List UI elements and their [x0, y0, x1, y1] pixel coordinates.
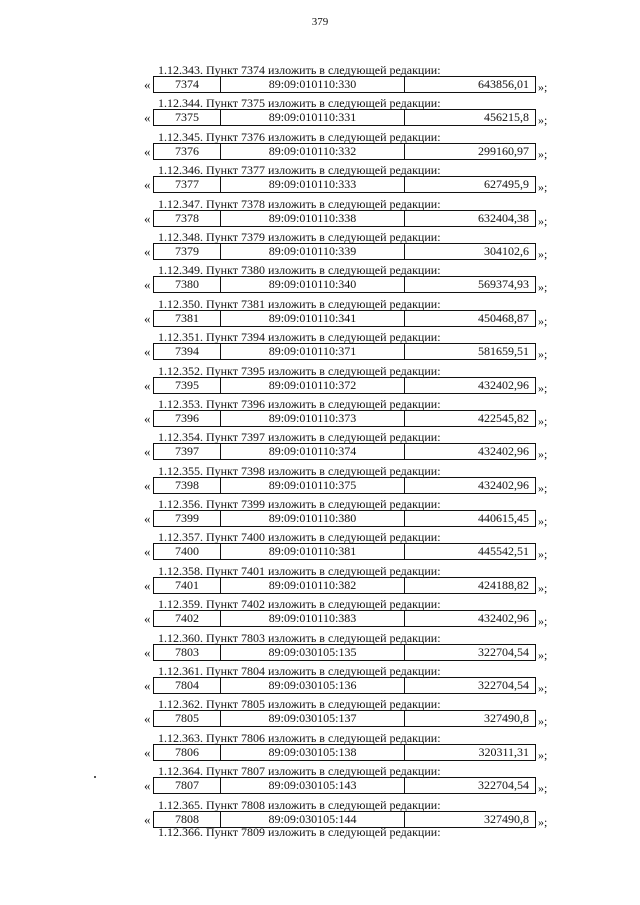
amendment-item	[0, 95, 640, 128]
amendment-heading: 1.12.359. Пункт 7402 изложить в следующей редакции:	[158, 597, 441, 612]
cadastral-number-cell: 89:09:030105:135	[221, 645, 405, 660]
closing-quote: »;	[538, 747, 548, 762]
opening-quote: «	[144, 678, 151, 694]
item-number-cell: 7378	[154, 211, 221, 226]
cadastral-number-cell: 89:09:010110:340	[221, 277, 405, 292]
amendment-table	[153, 777, 536, 794]
item-number-cell: 7376	[154, 144, 221, 159]
opening-quote: «	[144, 277, 151, 293]
value-cell: 424188,82	[478, 577, 529, 592]
amendment-table	[153, 510, 536, 527]
opening-quote: «	[144, 477, 151, 493]
amendment-row	[0, 710, 640, 728]
amendment-item	[0, 529, 640, 562]
value-cell: 569374,93	[478, 277, 529, 292]
amendment-row	[0, 677, 640, 695]
opening-quote: «	[144, 377, 151, 393]
closing-quote: »;	[538, 681, 548, 696]
value-cell: 432402,96	[478, 377, 529, 392]
amendment-table	[153, 176, 536, 193]
value-cell: 450468,87	[478, 310, 529, 325]
amendment-row	[0, 410, 640, 428]
amendment-table	[153, 76, 536, 93]
closing-quote: »;	[538, 547, 548, 562]
amendment-heading: 1.12.357. Пункт 7400 изложить в следующей редакции:	[158, 530, 441, 545]
value-cell: 581659,51	[478, 344, 529, 359]
amendment-heading: 1.12.352. Пункт 7395 изложить в следующей редакции:	[158, 363, 441, 378]
amendment-table	[153, 243, 536, 260]
cadastral-number-cell: 89:09:010110:331	[221, 110, 405, 125]
amendment-heading: 1.12.356. Пункт 7399 изложить в следующей редакции:	[158, 497, 441, 512]
value-cell: 643856,01	[478, 77, 529, 91]
amendment-table	[153, 644, 536, 661]
opening-quote: «	[144, 577, 151, 593]
amendment-heading: 1.12.348. Пункт 7379 изложить в следующей редакции:	[158, 229, 441, 244]
amendment-item	[0, 763, 640, 796]
item-number-cell: 7400	[154, 544, 221, 559]
closing-quote: »;	[538, 480, 548, 495]
opening-quote: «	[144, 243, 151, 259]
cadastral-number-cell: 89:09:010110:341	[221, 311, 405, 326]
amendment-item	[0, 329, 640, 362]
amendment-heading: 1.12.351. Пункт 7394 изложить в следующей редакции:	[158, 330, 441, 345]
item-number-cell: 7394	[154, 344, 221, 359]
amendment-table	[153, 343, 536, 360]
opening-quote: «	[144, 210, 151, 226]
amendment-item	[0, 363, 640, 396]
item-number-cell: 7803	[154, 645, 221, 660]
amendment-table	[153, 744, 536, 761]
amendment-heading: 1.12.362. Пункт 7805 изложить в следующей редакции:	[158, 697, 441, 712]
opening-quote: «	[144, 310, 151, 326]
amendment-item	[0, 396, 640, 429]
item-number-cell: 7374	[154, 77, 221, 92]
amendment-item	[0, 196, 640, 229]
amendment-item	[0, 730, 640, 763]
cadastral-number-cell: 89:09:030105:136	[221, 678, 405, 693]
closing-quote: »;	[538, 814, 548, 829]
cadastral-number-cell: 89:09:010110:332	[221, 144, 405, 159]
amendment-heading: 1.12.343. Пункт 7374 изложить в следующей редакции:	[158, 63, 441, 77]
value-cell: 432402,96	[478, 477, 529, 492]
value-cell: 320311,31	[478, 744, 529, 759]
amendment-table	[153, 210, 536, 227]
amendment-row	[0, 744, 640, 762]
value-cell: 432402,96	[478, 444, 529, 459]
opening-quote: «	[144, 544, 151, 560]
amendment-item	[0, 429, 640, 462]
closing-quote: »;	[538, 380, 548, 395]
opening-quote: «	[144, 444, 151, 460]
closing-quote: »;	[538, 146, 548, 161]
amendment-item	[0, 630, 640, 663]
cadastral-number-cell: 89:09:010110:372	[221, 378, 405, 393]
amendment-heading: 1.12.350. Пункт 7381 изложить в следующей редакции:	[158, 296, 441, 311]
closing-quote: »;	[538, 413, 548, 428]
closing-quote: »;	[538, 347, 548, 362]
value-cell: 456215,8	[484, 110, 529, 125]
amendment-row	[0, 276, 640, 294]
amendment-table	[153, 577, 536, 594]
closing-quote: »;	[538, 447, 548, 462]
value-cell: 445542,51	[478, 544, 529, 559]
amendment-row	[0, 443, 640, 461]
amendment-row	[0, 243, 640, 261]
cadastral-number-cell: 89:09:010110:339	[221, 244, 405, 259]
amendment-heading: 1.12.349. Пункт 7380 изложить в следующей редакции:	[158, 263, 441, 278]
amendment-table	[153, 310, 536, 327]
amendment-table	[153, 610, 536, 627]
opening-quote: «	[144, 410, 151, 426]
amendment-row	[0, 176, 640, 194]
amendment-heading: 1.12.365. Пункт 7808 изложить в следующей редакции:	[158, 797, 441, 812]
opening-quote: «	[144, 344, 151, 360]
value-cell: 322704,54	[478, 678, 529, 693]
amendment-item	[0, 262, 640, 295]
amendment-list	[0, 62, 640, 830]
item-number-cell: 7806	[154, 745, 221, 760]
closing-quote: »;	[538, 113, 548, 128]
closing-quote: »;	[538, 213, 548, 228]
item-number-cell: 7804	[154, 678, 221, 693]
amendment-heading: 1.12.361. Пункт 7804 изложить в следующей редакции:	[158, 664, 441, 679]
amendment-table	[153, 443, 536, 460]
cadastral-number-cell: 89:09:010110:371	[221, 344, 405, 359]
cadastral-number-cell: 89:09:010110:373	[221, 411, 405, 426]
opening-quote: «	[144, 711, 151, 727]
value-cell: 327490,8	[484, 711, 529, 726]
amendment-row	[0, 377, 640, 395]
amendment-row	[0, 109, 640, 127]
opening-quote: «	[144, 511, 151, 527]
closing-quote: »;	[538, 614, 548, 629]
amendment-table	[153, 477, 536, 494]
cadastral-number-cell: 89:09:010110:338	[221, 211, 405, 226]
item-number-cell: 7395	[154, 378, 221, 393]
opening-quote: «	[144, 644, 151, 660]
cadastral-number-cell: 89:09:030105:138	[221, 745, 405, 760]
amendment-row	[0, 210, 640, 228]
closing-quote: »;	[538, 246, 548, 261]
value-cell: 327490,8	[484, 811, 529, 826]
amendment-item	[0, 463, 640, 496]
amendment-table	[153, 710, 536, 727]
amendment-table	[153, 276, 536, 293]
amendment-heading: 1.12.344. Пункт 7375 изложить в следующей редакции:	[158, 96, 441, 111]
item-number-cell: 7375	[154, 110, 221, 125]
amendment-heading: 1.12.346. Пункт 7377 изложить в следующей редакции:	[158, 163, 441, 178]
item-number-cell: 7399	[154, 511, 221, 526]
amendment-heading: 1.12.364. Пункт 7807 изложить в следующей редакции:	[158, 764, 441, 779]
amendment-row	[0, 777, 640, 795]
cadastral-number-cell: 89:09:010110:382	[221, 578, 405, 593]
value-cell: 322704,54	[478, 644, 529, 659]
amendment-heading: 1.12.354. Пункт 7397 изложить в следующей редакции:	[158, 430, 441, 445]
amendment-table	[153, 377, 536, 394]
cadastral-number-cell: 89:09:010110:383	[221, 611, 405, 626]
amendment-heading: 1.12.358. Пункт 7401 изложить в следующей редакции:	[158, 563, 441, 578]
opening-quote: «	[144, 143, 151, 159]
item-number-cell: 7381	[154, 311, 221, 326]
amendment-item	[0, 663, 640, 696]
item-number-cell: 7808	[154, 812, 221, 827]
amendment-row	[0, 477, 640, 495]
cadastral-number-cell: 89:09:010110:330	[221, 77, 405, 92]
amendment-table	[153, 143, 536, 160]
amendment-row	[0, 577, 640, 595]
amendment-row	[0, 510, 640, 528]
value-cell: 632404,38	[478, 210, 529, 225]
amendment-item	[0, 229, 640, 262]
amendment-item	[0, 162, 640, 195]
value-cell: 299160,97	[478, 143, 529, 158]
cadastral-number-cell: 89:09:010110:380	[221, 511, 405, 526]
value-cell: 422545,82	[478, 410, 529, 425]
amendment-heading: 1.12.355. Пункт 7398 изложить в следующей редакции:	[158, 463, 441, 478]
item-number-cell: 7379	[154, 244, 221, 259]
cadastral-number-cell: 89:09:010110:374	[221, 444, 405, 459]
amendment-heading: 1.12.353. Пункт 7396 изложить в следующей редакции:	[158, 396, 441, 411]
cadastral-number-cell: 89:09:010110:375	[221, 478, 405, 493]
closing-quote: »;	[538, 647, 548, 662]
opening-quote: «	[144, 744, 151, 760]
closing-quote: »;	[538, 180, 548, 195]
amendment-item	[0, 62, 640, 95]
amendment-row	[0, 343, 640, 361]
item-number-cell: 7402	[154, 611, 221, 626]
closing-quote: »;	[538, 80, 548, 94]
opening-quote: «	[144, 811, 151, 827]
cadastral-number-cell: 89:09:030105:137	[221, 711, 405, 726]
closing-quote: »;	[538, 714, 548, 729]
opening-quote: «	[144, 110, 151, 126]
cadastral-number-cell: 89:09:010110:333	[221, 177, 405, 192]
final-amendment-heading: 1.12.366. Пункт 7809 изложить в следующей редакции:	[158, 825, 441, 839]
amendment-table	[153, 543, 536, 560]
amendment-item	[0, 563, 640, 596]
amendment-table	[153, 109, 536, 126]
page-number: 379	[311, 16, 329, 28]
amendment-row	[0, 143, 640, 161]
item-number-cell: 7397	[154, 444, 221, 459]
amendment-item	[0, 296, 640, 329]
cadastral-number-cell: 89:09:030105:144	[221, 812, 405, 827]
item-number-cell: 7377	[154, 177, 221, 192]
amendment-row	[0, 310, 640, 328]
amendment-item	[0, 696, 640, 729]
amendment-table	[153, 677, 536, 694]
closing-quote: »;	[538, 781, 548, 796]
value-cell: 627495,9	[484, 177, 529, 192]
amendment-heading: 1.12.347. Пункт 7378 изложить в следующей редакции:	[158, 196, 441, 211]
value-cell: 322704,54	[478, 778, 529, 793]
item-number-cell: 7380	[154, 277, 221, 292]
amendment-item	[0, 596, 640, 629]
amendment-heading: 1.12.345. Пункт 7376 изложить в следующей редакции:	[158, 129, 441, 144]
item-number-cell: 7396	[154, 411, 221, 426]
amendment-row	[0, 543, 640, 561]
item-number-cell: 7807	[154, 778, 221, 793]
closing-quote: »;	[538, 580, 548, 595]
item-number-cell: 7805	[154, 711, 221, 726]
amendment-row	[0, 76, 640, 94]
value-cell: 304102,6	[484, 243, 529, 258]
opening-quote: «	[144, 611, 151, 627]
value-cell: 432402,96	[478, 611, 529, 626]
amendment-row	[0, 610, 640, 628]
value-cell: 440615,45	[478, 511, 529, 526]
cadastral-number-cell: 89:09:010110:381	[221, 544, 405, 559]
item-number-cell: 7401	[154, 578, 221, 593]
amendment-row	[0, 644, 640, 662]
amendment-heading: 1.12.363. Пункт 7806 изложить в следующей редакции:	[158, 730, 441, 745]
margin-mark	[94, 776, 96, 778]
amendment-heading: 1.12.360. Пункт 7803 изложить в следующей редакции:	[158, 630, 441, 645]
amendment-item	[0, 129, 640, 162]
opening-quote: «	[144, 778, 151, 794]
opening-quote: «	[144, 77, 151, 92]
amendment-item	[0, 496, 640, 529]
opening-quote: «	[144, 177, 151, 193]
cadastral-number-cell: 89:09:030105:143	[221, 778, 405, 793]
closing-quote: »;	[538, 313, 548, 328]
closing-quote: »;	[538, 280, 548, 295]
amendment-table	[153, 410, 536, 427]
item-number-cell: 7398	[154, 478, 221, 493]
closing-quote: »;	[538, 514, 548, 529]
